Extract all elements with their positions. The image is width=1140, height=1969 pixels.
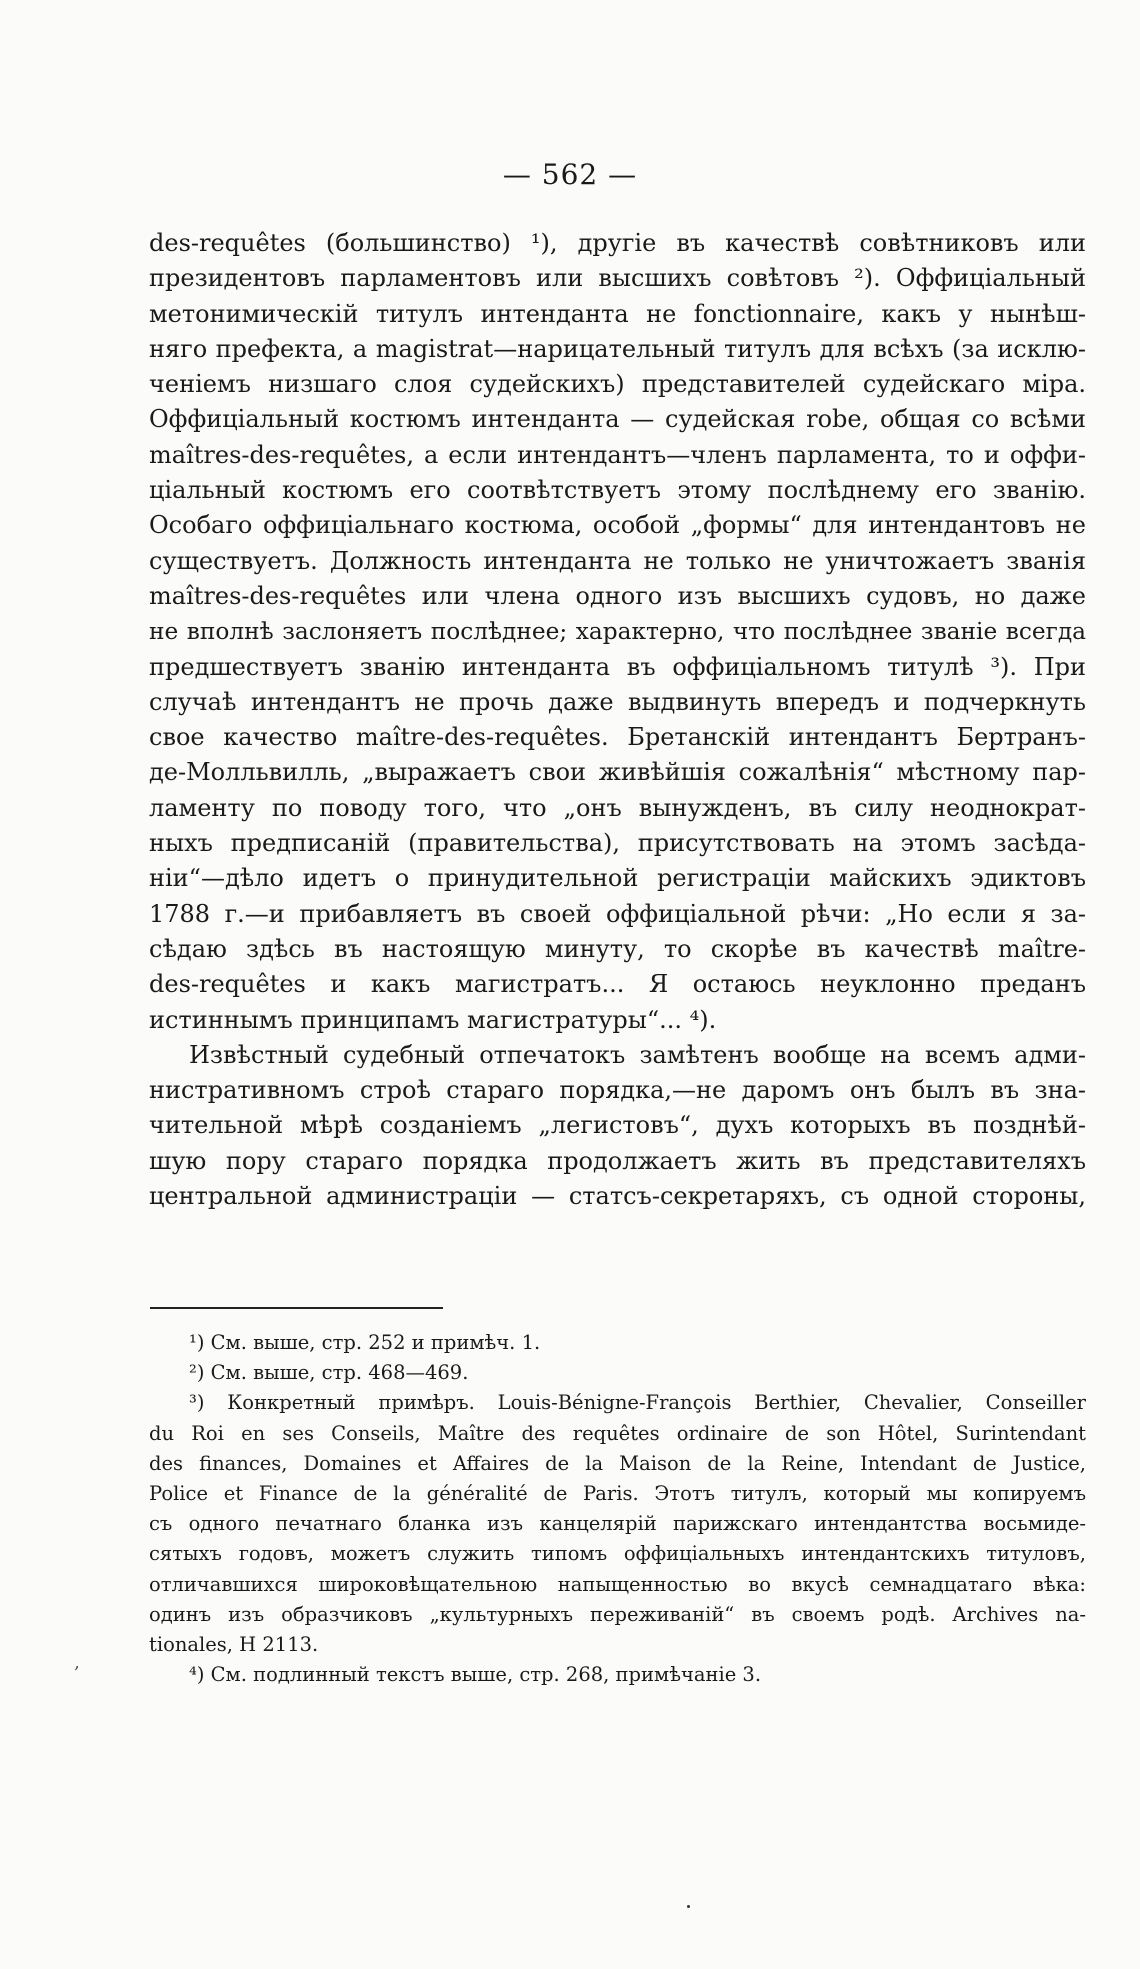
text-line: ченіемъ низшаго слоя судейскихъ) представителей судейскаго міра. [149,370,1086,399]
footnotes [149,1328,1086,1690]
text-line: ціальный костюмъ его соотвѣтствуетъ этому послѣднему его званію. [149,476,1086,505]
footnote-line: ²) См. выше, стр. 468—469. [189,1361,469,1385]
footnote-line: du Roi en ses Conseils, Maître des requêtes ordinaire de son Hôtel, Surintendant [149,1421,1086,1445]
page-number: — 562 — [502,158,638,191]
footnote-line: des finances, Domaines et Affaires de la Maison de la Reine, Intendant de Justice, [149,1451,1086,1475]
text-line: Извѣстный судебный отпечатокъ замѣтенъ вообще на всемъ адми- [189,1040,1086,1069]
footnote-line: Police et Finance de la généralité de Paris. Этотъ титулъ, который мы копируемъ [149,1481,1086,1505]
text-line: случаѣ интендантъ не прочь даже выдвинуть впередъ и подчеркнуть [149,687,1086,716]
footnote-divider [150,1307,443,1309]
text-line: чительной мѣрѣ созданіемъ „легистовъ“, духъ которыхъ въ позднѣй- [149,1111,1086,1140]
text-line: ныхъ предписаній (правительства), присутствовать на этомъ засѣда- [149,829,1086,858]
footnote-line: сятыхъ годовъ, можетъ служить типомъ оффиціальныхъ интендантскихъ титуловъ, [149,1542,1086,1566]
text-line: 1788 г.—и прибавляетъ въ своей оффиціальной рѣчи: „Но если я за- [149,899,1086,928]
footnote-line: одинъ изъ образчиковъ „культурныхъ переживаній“ въ своемъ родѣ. Archives na- [149,1602,1086,1626]
footnote-line: отличавшихся широковѣщательною напыщенностью во вкусѣ семнадцатаго вѣка: [149,1572,1086,1596]
text-line: ламенту по поводу того, что „онъ вынужденъ, въ силу неоднократ- [149,793,1086,822]
text-line: няго префекта, а magistrat—нарицательный титулъ для всѣхъ (за исклю- [149,334,1086,363]
text-line: шую пору стараго порядка продолжаетъ жить въ представителяхъ [149,1146,1086,1175]
text-line: des-requêtes (большинство) ¹), другіе въ качествѣ совѣтниковъ или [149,229,1086,257]
text-line: истиннымъ принципамъ магистратуры“... ⁴). [149,1005,717,1034]
text-line: maîtres-des-requêtes или члена одного изъ высшихъ судовъ, но даже [149,581,1086,610]
footnote-line: съ одного печатнаго бланка изъ канцелярій парижскаго интендантства восьмиде- [149,1512,1086,1536]
main-text [149,226,1086,1214]
text-line: нистративномъ строѣ стараго порядка,—не даромъ онъ былъ въ зна- [149,1076,1086,1105]
text-line: предшествуетъ званію интенданта въ оффиціальномъ титулѣ ³). При [149,652,1086,681]
text-line: des-requêtes и какъ магистратъ... Я остаюсь неуклонно преданъ [149,970,1086,999]
text-line: сѣдаю здѣсь въ настоящую минуту, то скорѣе въ качествѣ maître- [149,934,1086,963]
text-line: существуетъ. Должность интенданта не только не уничтожаетъ званія [149,546,1086,575]
text-line: свое качество maître-des-requêtes. Бретанскій интендантъ Бертранъ- [149,723,1086,752]
footnote-line: tionales, H 2113. [149,1632,319,1656]
text-line: Оффиціальный костюмъ интенданта — судейская robe, общая со всѣми [149,405,1086,434]
footnote-line: ³) Конкретный примѣръ. Louis-Bénigne-François Berthier, Chevalier, Conseiller [189,1391,1086,1415]
ink-dot [687,1905,690,1908]
text-line: центральной администраціи — статсъ-секретаряхъ, съ одной стороны, [149,1182,1086,1211]
text-line: президентовъ парламентовъ или высшихъ совѣтовъ ²). Оффиціальный [149,264,1086,293]
text-line: де-Молльвилль, „выражаетъ свои живѣйшія сожалѣнія“ мѣстному пар- [149,758,1086,787]
footnote-line: ⁴) См. подлинный текстъ выше, стр. 268, примѣчаніе 3. [189,1663,762,1687]
text-line: ніи“—дѣло идетъ о принудительной регистраціи майскихъ эдиктовъ [149,864,1086,893]
footnote-line: ¹) См. выше, стр. 252 и примѣч. 1. [189,1331,541,1354]
text-line: maîtres-des-requêtes, а если интендантъ—членъ парламента, то и оффи- [149,440,1086,469]
margin-mark: ‚ [74,1652,80,1673]
text-line: метонимическій титулъ интенданта не fonctionnaire, какъ у нынѣш- [149,299,1086,328]
text-line: не вполнѣ заслоняетъ послѣднее; характерно, что послѣднее званіе всегда [149,618,1086,646]
text-line: Особаго оффиціальнаго костюма, особой „формы“ для интендантовъ не [149,511,1086,540]
